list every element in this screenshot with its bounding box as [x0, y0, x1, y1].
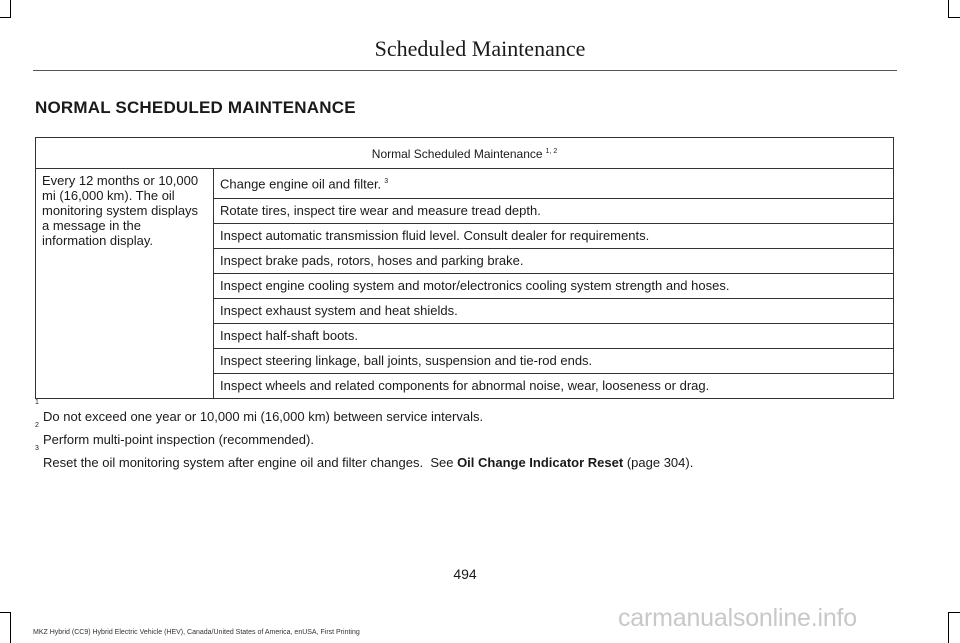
section-heading: NORMAL SCHEDULED MAINTENANCE [35, 98, 356, 117]
crop-mark-bottom-right-v [948, 612, 949, 643]
task-cell: Inspect automatic transmission fluid level. Consult dealer for requirements. [214, 224, 894, 249]
table-caption [36, 138, 894, 169]
task-cell: Inspect brake pads, rotors, hoses and parking brake. [214, 249, 894, 274]
oil-change-indicator-reset-link[interactable]: Oil Change Indicator Reset [457, 455, 624, 470]
page-number: 494 [453, 566, 477, 582]
header-rule [33, 70, 897, 71]
footnote-text: Perform multi-point inspection (recommended). [43, 432, 314, 447]
table-caption-refs: 1, 2 [545, 148, 558, 155]
task-cell: Inspect wheels and related components for abnormal noise, wear, looseness or drag. [214, 374, 894, 399]
footnote-1 [35, 399, 915, 428]
footnote-text: Reset the oil monitoring system after engine oil and filter changes. See [43, 455, 458, 470]
footnotes [35, 399, 915, 474]
task-footnote-ref: 3 [384, 178, 389, 186]
printing-info: MKZ Hybrid (CC9) Hybrid Electric Vehicle (HEV), Canada/United States of America, enUSA, First Printing [33, 629, 360, 636]
task-cell: Inspect engine cooling system and motor/electronics cooling system strength and hoses. [214, 274, 894, 299]
crop-mark-bottom-right-h [948, 612, 960, 613]
crop-mark-bottom-left-h [0, 612, 11, 613]
table-header-row [36, 138, 894, 169]
interval-cell: Every 12 months or 10,000 mi (16,000 km). The oil monitoring system displays a message in the information display. [36, 169, 214, 399]
footnote-number: 2 [35, 422, 39, 429]
crop-mark-top-right-v [948, 0, 949, 18]
crop-mark-top-left-v [10, 0, 11, 18]
crop-mark-bottom-left-v [10, 612, 11, 643]
footnote-2 [35, 422, 915, 451]
page-header-title: Scheduled Maintenance [374, 36, 586, 61]
task-cell: Rotate tires, inspect tire wear and measure tread depth. [214, 199, 894, 224]
table-caption-text: Normal Scheduled Maintenance [371, 147, 543, 161]
task-text: Change engine oil and filter. [220, 176, 382, 192]
crop-mark-top-right-h [948, 17, 960, 18]
task-cell: Inspect steering linkage, ball joints, suspension and tie-rod ends. [214, 349, 894, 374]
task-cell [214, 169, 894, 199]
table-row [36, 169, 894, 199]
footnote-3 [35, 445, 915, 474]
task-cell: Inspect exhaust system and heat shields. [214, 299, 894, 324]
task-cell: Inspect half-shaft boots. [214, 324, 894, 349]
watermark: carmanualsonline.info [618, 604, 858, 632]
footnote-number: 3 [35, 445, 39, 452]
footnote-text: Do not exceed one year or 10,000 mi (16,000 km) between service intervals. [43, 409, 484, 424]
footnote-number: 1 [35, 399, 39, 406]
maintenance-table [35, 137, 894, 399]
crop-mark-top-left-h [0, 17, 11, 18]
footnote-page-ref: (page 304). [623, 455, 694, 470]
